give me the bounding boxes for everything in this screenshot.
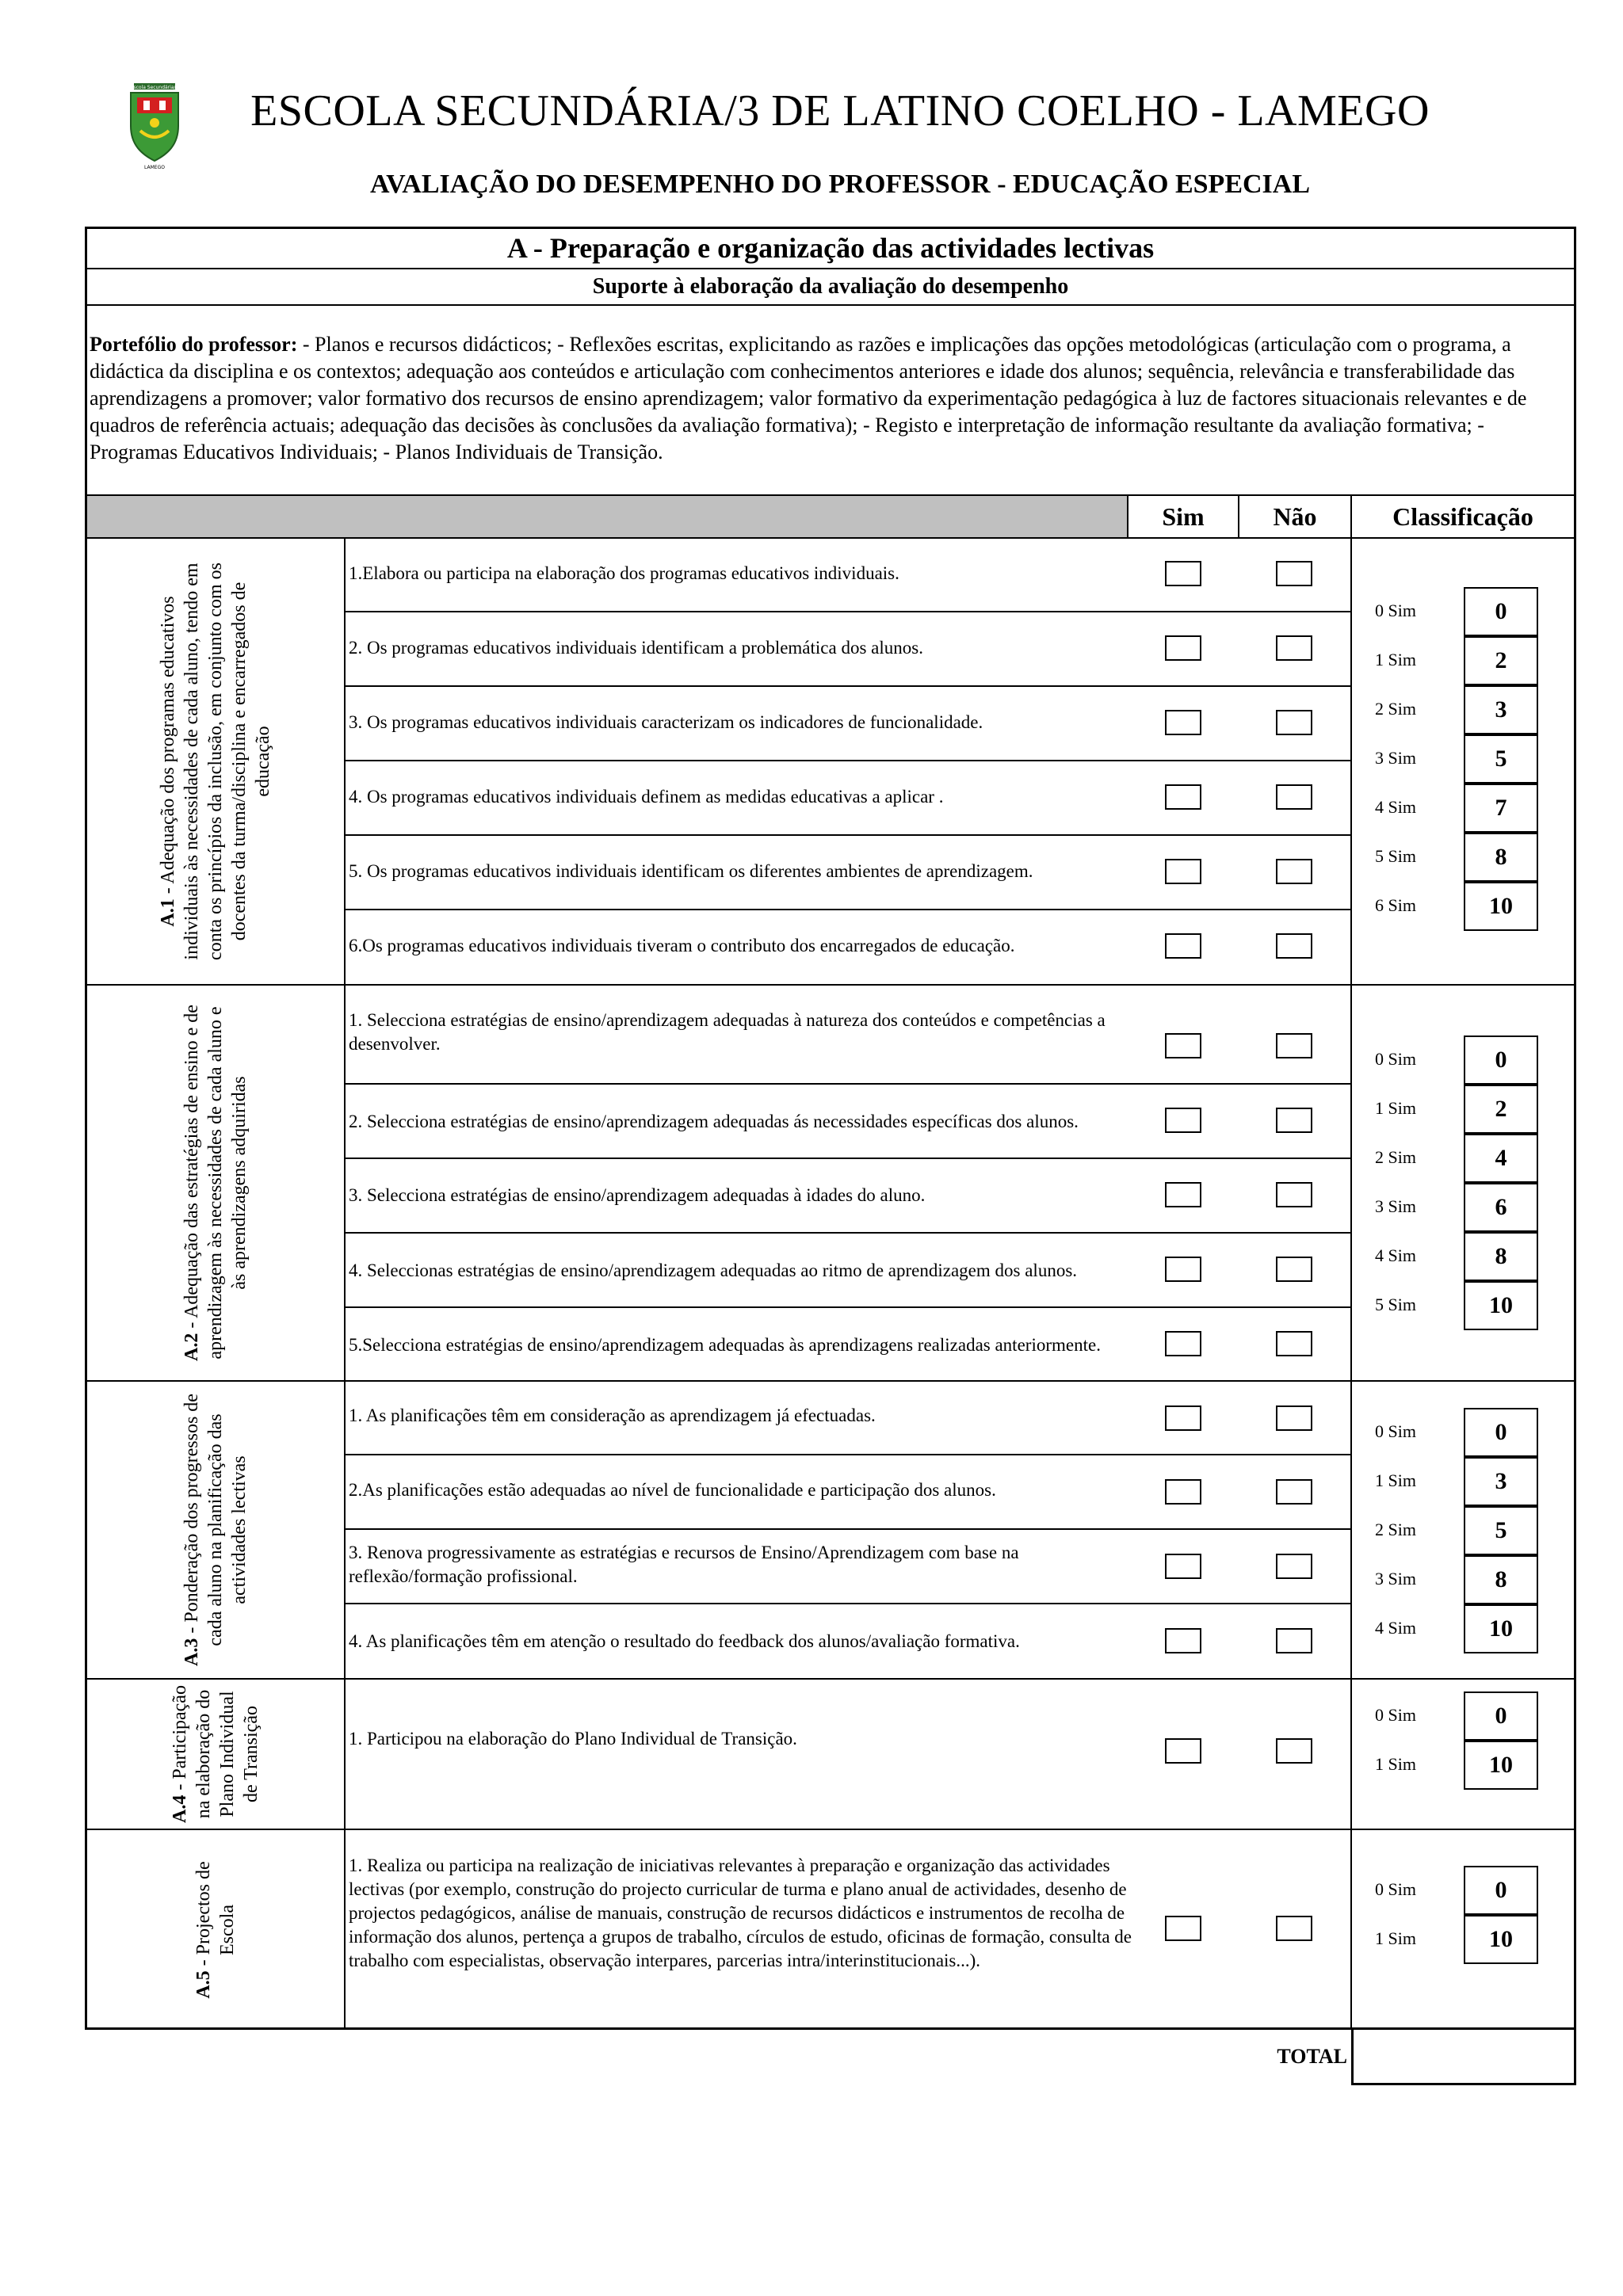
- scale-value: 0: [1464, 1691, 1538, 1741]
- criterion-text: - Adequação dos programas educativos individuais às necessidades de cada aluno, tendo em conta os princípios da inclusão, em conjunto com os docentes da turma/disciplina e encarregados de educação: [158, 563, 273, 960]
- checkbox-a3-4-nao[interactable]: [1276, 1628, 1312, 1653]
- section-subtitle: Suporte à elaboração da avaliação do desempenho: [592, 274, 1069, 299]
- scale-value: 8: [1464, 833, 1538, 882]
- scale-label: 1 Sim: [1375, 1928, 1416, 1948]
- item-a3-1: 1. As planificações têm em consideração as aprendizagem já efectuadas.: [349, 1405, 876, 1425]
- scale-label: 5 Sim: [1375, 846, 1416, 866]
- checkbox-a1-2-nao[interactable]: [1276, 635, 1312, 661]
- checkbox-a4-1-nao[interactable]: [1276, 1738, 1312, 1764]
- checkbox-a3-2-nao[interactable]: [1276, 1479, 1312, 1505]
- checkbox-a3-1-nao[interactable]: [1276, 1405, 1312, 1431]
- checkbox-a1-5-nao[interactable]: [1276, 859, 1312, 884]
- checkbox-a5-1-nao[interactable]: [1276, 1916, 1312, 1941]
- checkbox-a3-3-sim[interactable]: [1165, 1554, 1201, 1579]
- checkbox-a3-2-sim[interactable]: [1165, 1479, 1201, 1505]
- item-a3-4: 4. As planificações têm em atenção o resultado do feedback dos alunos/avaliação formativa.: [349, 1631, 1020, 1651]
- section-title: A - Preparação e organização das actividades lectivas: [506, 232, 1155, 264]
- criterion-a2: [87, 986, 344, 1380]
- scale-value: 7: [1464, 784, 1538, 833]
- criterion-a3: [87, 1382, 344, 1678]
- checkbox-a2-5-nao[interactable]: [1276, 1331, 1312, 1356]
- checkbox-a5-1-sim[interactable]: [1165, 1916, 1201, 1941]
- scale-value: 5: [1464, 734, 1538, 784]
- item-a1-1: 1.Elabora ou participa na elaboração dos programas educativos individuais.: [349, 563, 899, 583]
- item-a2-2: 2. Selecciona estratégias de ensino/aprendizagem adequadas ás necessidades específicas dos alunos.: [349, 1112, 1079, 1131]
- form-title: AVALIAÇÃO DO DESEMPENHO DO PROFESSOR - EDUCAÇÃO ESPECIAL: [369, 170, 1311, 199]
- criterion-text: - Participação na elaboração do Plano Individual de Transição: [170, 1685, 262, 1819]
- checkbox-a1-4-sim[interactable]: [1165, 784, 1201, 810]
- checkbox-a1-3-sim[interactable]: [1165, 710, 1201, 735]
- criterion-code: A.2: [181, 1333, 202, 1361]
- portfolio-description: [90, 331, 1568, 466]
- scale-value: 0: [1464, 587, 1538, 636]
- scale-label: 0 Sim: [1375, 1421, 1416, 1441]
- scale-label: 2 Sim: [1375, 1520, 1416, 1539]
- col-header-classificacao: Classificação: [1392, 502, 1533, 531]
- checkbox-a3-4-sim[interactable]: [1165, 1628, 1201, 1653]
- total-label: TOTAL: [1277, 2045, 1347, 2068]
- school-logo: [123, 82, 186, 170]
- item-a1-5: 5. Os programas educativos individuais identificam os diferentes ambientes de aprendizagem.: [349, 861, 1033, 881]
- item-a3-3: 3. Renova progressivamente as estratégias e recursos de Ensino/Aprendizagem com base na reflexão/formação profissional.: [349, 1543, 1019, 1586]
- scale-label: 1 Sim: [1375, 650, 1416, 669]
- scale-label: 3 Sim: [1375, 1569, 1416, 1589]
- scale-label: 1 Sim: [1375, 1470, 1416, 1490]
- checkbox-a1-1-sim[interactable]: [1165, 561, 1201, 586]
- criterion-code: A.1: [158, 898, 178, 927]
- scale-label: 4 Sim: [1375, 797, 1416, 817]
- criterion-text: - Projectos de Escola: [193, 1861, 238, 1971]
- criterion-text: - Adequação das estratégias de ensino e de aprendizagem às necessidades de cada aluno e às aprendizagens adquiridas: [181, 1005, 250, 1360]
- checkbox-a2-3-sim[interactable]: [1165, 1182, 1201, 1207]
- criterion-a5: [87, 1830, 344, 2030]
- col-header-sim: Sim: [1162, 502, 1205, 531]
- item-a3-2: 2.As planificações estão adequadas ao nível de funcionalidade e participação dos alunos.: [349, 1480, 996, 1500]
- scale-value: 0: [1464, 1866, 1538, 1915]
- checkbox-a1-4-nao[interactable]: [1276, 784, 1312, 810]
- scale-label: 2 Sim: [1375, 699, 1416, 719]
- svg-text:LAMEGO: LAMEGO: [144, 165, 165, 170]
- scale-value: 6: [1464, 1183, 1538, 1232]
- checkbox-a1-1-nao[interactable]: [1276, 561, 1312, 586]
- scale-label: 4 Sim: [1375, 1245, 1416, 1265]
- scale-label: 3 Sim: [1375, 1196, 1416, 1216]
- item-a5-1: 1. Realiza ou participa na realização de iniciativas relevantes à preparação e organização das actividades lectivas (por exemplo, construção do projecto curricular de turma e plano anual de actividades, desenho de projectos pedagógicos, análise de manuais, construção de recursos didácticos e instrumentos de recolha de informação dos alunos, pertença a grupos de trabalho, círculos de estudo, oficinas de formação, consulta de trabalho com especialistas, observação interpares, parcerias intra/interinstitucionais...).: [349, 1855, 1132, 1970]
- checkbox-a1-5-sim[interactable]: [1165, 859, 1201, 884]
- school-title: ESCOLA SECUNDÁRIA/3 DE LATINO COELHO - LAMEGO: [250, 86, 1430, 135]
- scale-label: 3 Sim: [1375, 748, 1416, 768]
- checkbox-a3-1-sim[interactable]: [1165, 1405, 1201, 1431]
- logo-text: Escola Secundária/3: [130, 85, 179, 90]
- total-value-box[interactable]: [1351, 2030, 1576, 2085]
- checkbox-a2-2-sim[interactable]: [1165, 1108, 1201, 1133]
- scale-value: 8: [1464, 1555, 1538, 1604]
- criterion-a1: [87, 539, 344, 984]
- scale-value: 2: [1464, 1085, 1538, 1134]
- scale-value: 10: [1464, 882, 1538, 931]
- checkbox-a1-6-sim[interactable]: [1165, 933, 1201, 959]
- scale-value: 2: [1464, 636, 1538, 685]
- scale-label: 1 Sim: [1375, 1754, 1416, 1774]
- scale-value: 3: [1464, 685, 1538, 734]
- criterion-code: A.5: [193, 1970, 214, 1999]
- scale-label: 1 Sim: [1375, 1098, 1416, 1118]
- scale-value: 10: [1464, 1604, 1538, 1653]
- checkbox-a1-3-nao[interactable]: [1276, 710, 1312, 735]
- scale-value: 0: [1464, 1408, 1538, 1457]
- scale-label: 5 Sim: [1375, 1295, 1416, 1314]
- scale-label: 2 Sim: [1375, 1147, 1416, 1167]
- checkbox-a3-3-nao[interactable]: [1276, 1554, 1312, 1579]
- item-a1-6: 6.Os programas educativos individuais tiveram o contributo dos encarregados de educação.: [349, 936, 1015, 955]
- portfolio-text: - Planos e recursos didácticos; - Reflexões escritas, explicitando as razões e implicações das opções metodológicas (articulação com o programa, a didáctica da disciplina e os contextos; adequação aos conteúdos e articulação com conhecimentos anteriores e idade dos alunos; sequência, relevância e transferabilidade das aprendizagens a promover; valor formativo dos recursos de ensino aprendizagem; valor formativo da experimentação pedagógica à luz de factores situacionais relevantes e de quadros de referência actuais; adequação das decisões às conclusões da avaliação formativa); - Registo e interpretação de informação resultante da avaliação formativa; - Programas Educativos Individuais; - Planos Individuais de Transição.: [90, 333, 1527, 463]
- scale-label: 4 Sim: [1375, 1618, 1416, 1638]
- checkbox-a1-6-nao[interactable]: [1276, 933, 1312, 959]
- scale-label: 0 Sim: [1375, 1879, 1416, 1899]
- checkbox-a2-4-nao[interactable]: [1276, 1257, 1312, 1282]
- scale-label: 0 Sim: [1375, 1705, 1416, 1725]
- col-header-nao: Não: [1273, 502, 1317, 531]
- item-a2-4: 4. Seleccionas estratégias de ensino/aprendizagem adequadas ao ritmo de aprendizagem dos alunos.: [349, 1261, 1078, 1280]
- checkbox-a2-1-nao[interactable]: [1276, 1033, 1312, 1058]
- checkbox-a4-1-sim[interactable]: [1165, 1738, 1201, 1764]
- criterion-code: A.3: [181, 1638, 202, 1666]
- scale-label: 6 Sim: [1375, 895, 1416, 915]
- scale-value: 4: [1464, 1134, 1538, 1183]
- item-a2-1: 1. Selecciona estratégias de ensino/aprendizagem adequadas à natureza dos conteúdos e competências a desenvolver.: [349, 1010, 1106, 1054]
- checkbox-a1-2-sim[interactable]: [1165, 635, 1201, 661]
- checkbox-a2-4-sim[interactable]: [1165, 1257, 1201, 1282]
- scale-value: 3: [1464, 1457, 1538, 1506]
- item-a4-1: 1. Participou na elaboração do Plano Individual de Transição.: [349, 1729, 797, 1749]
- checkbox-a2-2-nao[interactable]: [1276, 1108, 1312, 1133]
- criterion-code: A.4: [170, 1794, 190, 1823]
- scale-label: 0 Sim: [1375, 601, 1416, 620]
- scale-value: 8: [1464, 1232, 1538, 1281]
- scale-value: 0: [1464, 1035, 1538, 1085]
- portfolio-label: Portefólio do professor:: [90, 333, 298, 356]
- checkbox-a2-5-sim[interactable]: [1165, 1331, 1201, 1356]
- column-header-band: [87, 496, 1127, 537]
- checkbox-a2-3-nao[interactable]: [1276, 1182, 1312, 1207]
- item-a2-5: 5.Selecciona estratégias de ensino/aprendizagem adequadas às aprendizagens realizadas anteriormente.: [349, 1335, 1101, 1355]
- item-a1-3: 3. Os programas educativos individuais caracterizam os indicadores de funcionalidade.: [349, 712, 983, 732]
- scale-value: 5: [1464, 1506, 1538, 1555]
- scale-label: 0 Sim: [1375, 1049, 1416, 1069]
- checkbox-a2-1-sim[interactable]: [1165, 1033, 1201, 1058]
- item-a2-3: 3. Selecciona estratégias de ensino/aprendizagem adequadas à idades do aluno.: [349, 1185, 926, 1205]
- item-a1-4: 4. Os programas educativos individuais definem as medidas educativas a aplicar .: [349, 787, 944, 807]
- scale-value: 10: [1464, 1741, 1538, 1790]
- scale-value: 10: [1464, 1281, 1538, 1330]
- item-a1-2: 2. Os programas educativos individuais identificam a problemática dos alunos.: [349, 638, 923, 658]
- criterion-text: - Ponderação dos progressos de cada aluno na planificação das actividades lectivas: [181, 1394, 250, 1646]
- criterion-a4: [87, 1680, 344, 1829]
- scale-value: 10: [1464, 1915, 1538, 1964]
